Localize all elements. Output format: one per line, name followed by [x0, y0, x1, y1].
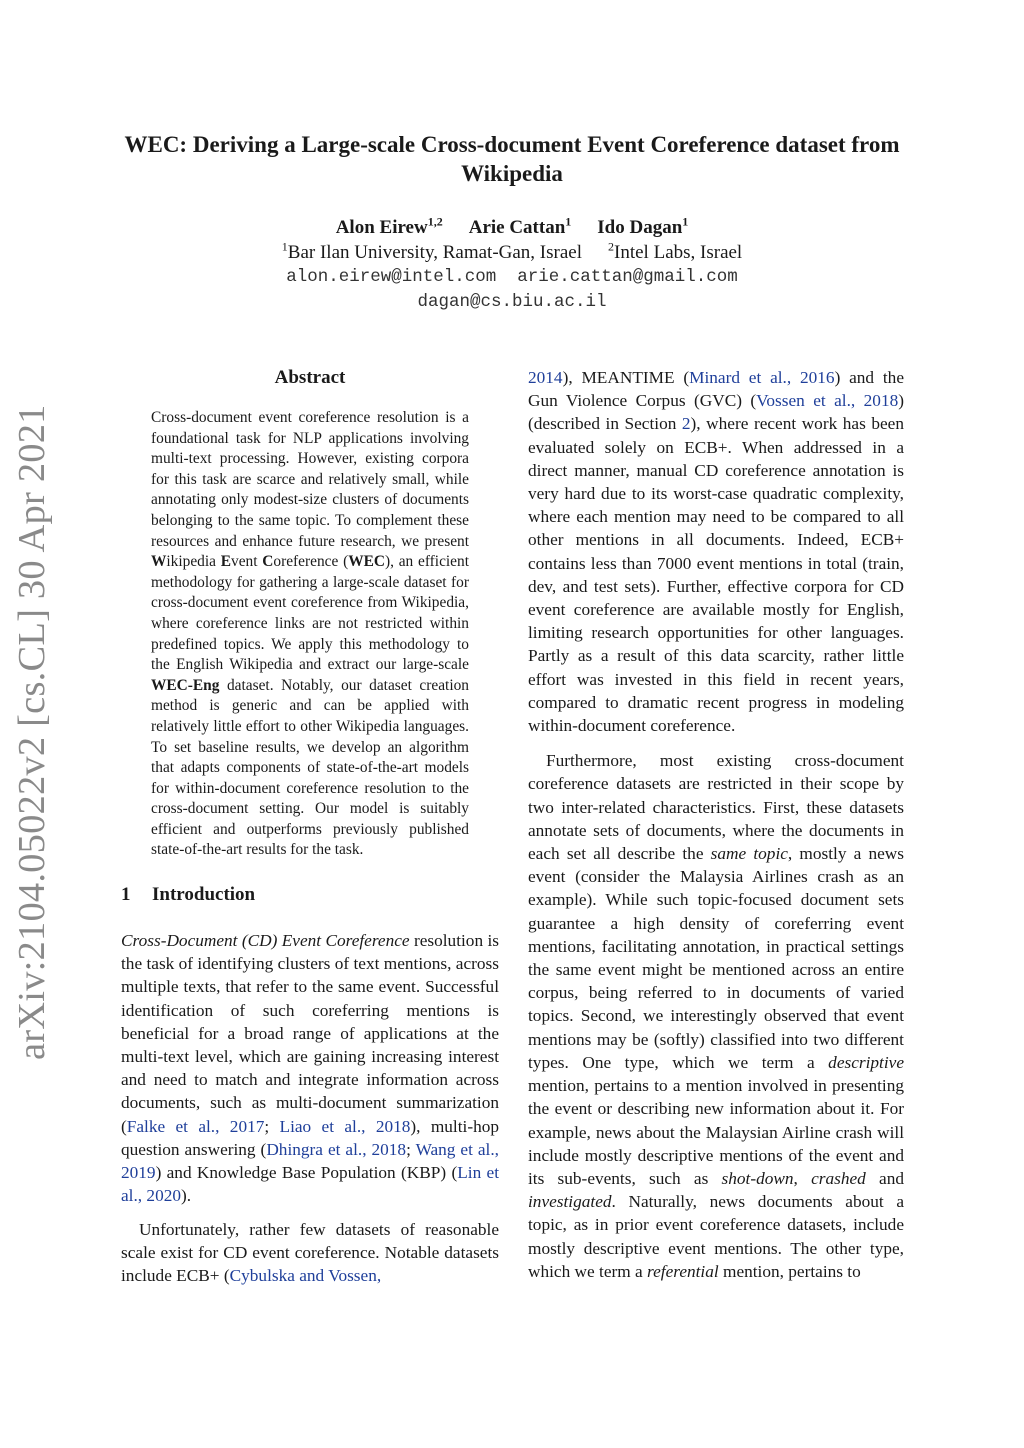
author-block: [110, 215, 914, 315]
author-affiliation-marker: 1: [565, 214, 572, 229]
author-affiliation-marker: 1: [682, 214, 689, 229]
affiliation-marker: 1: [281, 239, 288, 254]
author-email[interactable]: dagan@cs.biu.ac.il: [417, 292, 607, 312]
arxiv-identifier-stamp: arXiv:2104.05022v2 [cs.CL] 30 Apr 2021: [11, 404, 53, 1060]
citation-link[interactable]: Dhingra et al., 2018: [266, 1139, 407, 1159]
author-email[interactable]: arie.cattan@gmail.com: [517, 267, 738, 287]
email-line: [110, 265, 914, 290]
citation-link[interactable]: Vossen et al., 2018: [756, 391, 899, 411]
author-name: Alon Eirew: [335, 217, 428, 238]
section-reference-link[interactable]: 2: [681, 414, 691, 434]
intro-paragraph: Cross-Document (CD) Event Coreference resolution is the task of identifying clusters of text mentions, across multiple texts, that refer to the same event. Successful identification of such coreferring mentions is beneficial for a broad range of applications at the multi-text level, which are gaining increasing interest and need to match and integrate information across documents, such as multi-document summarization (Falke et al., 2017; Liao et al., 2018), multi-hop question answering (Dhingra et al., 2018; Wang et al., 2019) and Knowledge Base Population (KBP) (Lin et al., 2020).: [121, 931, 500, 1206]
author-name: Ido Dagan: [597, 217, 683, 238]
citation-link[interactable]: Liao et al., 2018: [279, 1116, 411, 1136]
citation-link[interactable]: Minard et al., 2016: [689, 368, 835, 387]
affiliations: [110, 240, 914, 265]
intro-paragraph: Unfortunately, rather few datasets of reasonable scale exist for CD event coreference. Notable datasets include ECB+ (Cybulska and Vossen,: [121, 1219, 499, 1285]
author-email[interactable]: alon.eirew@intel.com: [286, 267, 497, 287]
affiliation: Bar Ilan University, Ramat-Gan, Israel: [287, 242, 583, 263]
author-affiliation-marker: 1,2: [427, 214, 443, 229]
citation-link[interactable]: Lin et al., 2020: [121, 1163, 500, 1206]
citation-link[interactable]: Falke et al., 2017: [126, 1116, 265, 1136]
section-title: Introduction: [152, 884, 256, 906]
body-paragraph: Furthermore, most existing cross-document coreference datasets are restricted in their scope by two inter-related characteristics. First, these datasets annotate sets of documents, where the documents in each set all describe the same topic, mostly a news event (consider the Malaysia Airlines crash as an example). While such topic-focused document sets guarantee a high density of coreferring event mentions, facilitating annotation, in practical settings the same event might be mentioned across an entire corpus, being referred to in documents of varied topics. Second, we interestingly observed that event mentions may be (softly) classified into two different types. One type, which we term a descriptive mention, pertains to a mention involved in presenting the event or describing new information about it. For example, news about the Malaysian Airline crash will include mostly descriptive mentions of the event and its sub-events, such as shot-down, crashed and investigated. Naturally, news documents about a topic, as in prior event coreference datasets, include mostly descriptive event mentions. The other type, which we term a referential mention, pertains to: [528, 751, 904, 1281]
author-names: [110, 215, 914, 240]
right-column: [528, 366, 904, 1283]
affiliation-marker: 2: [608, 239, 615, 254]
citation-link[interactable]: 2014: [528, 368, 563, 387]
abstract-heading: Abstract: [274, 367, 346, 388]
abstract-text: Cross-document event coreference resolution is a foundational task for NLP applications involving multi-text processing. However, existing corpora for this task are scarce and relatively small, while annotating only modest-size clusters of documents belonging to the same topic. To complement these resources and enhance future research, we present Wikipedia Event Coreference (WEC), an efficient methodology for gathering a large-scale dataset for cross-document event coreference from Wikipedia, where coreference links are not restricted within predefined topics. We apply this methodology to the English Wikipedia and extract our large-scale WEC-Eng dataset. Notably, our dataset creation method is generic and can be applied with relatively little effort to other Wikipedia languages. To set baseline results, we develop an algorithm that adapts components of state-of-the-art models for within-document coreference resolution to the cross-document setting. Our model is suitably efficient and outperforms previously published state-of-the-art results for the task.: [151, 409, 469, 859]
citation-link[interactable]: Wang et al., 2019: [121, 1139, 500, 1183]
affiliation: Intel Labs, Israel: [614, 242, 743, 263]
email-line: [110, 290, 914, 315]
section-heading-introduction: [121, 883, 499, 907]
author-name: Arie Cattan: [468, 217, 566, 238]
paper-title: WEC: Deriving a Large-scale Cross-document Event Coreference dataset from Wikipedia: [124, 132, 900, 186]
citation-link[interactable]: Cybulska and Vossen,: [229, 1265, 382, 1285]
left-column: [121, 366, 499, 1287]
section-number: 1: [121, 884, 131, 906]
body-paragraph: 2014), MEANTIME (Minard et al., 2016) and the Gun Violence Corpus (GVC) (Vossen et al., 2018) (described in Section 2), where recent work has been evaluated solely on ECB+. When addressed in a direct manner, manual CD coreference annotation is very hard due to its worst-case quadratic complexity, where each mention may need to be compared to all other mentions in all documents. Indeed, ECB+ contains less than 7000 event mentions in total (train, dev, and test sets). Further, effective corpora for CD event coreference are available mostly for English, limiting research opportunities for other languages. Partly as a result of this data scarcity, rather little effort was invested in this field in recent years, compared to dramatic recent progress in modeling within-document coreference.: [528, 368, 904, 736]
